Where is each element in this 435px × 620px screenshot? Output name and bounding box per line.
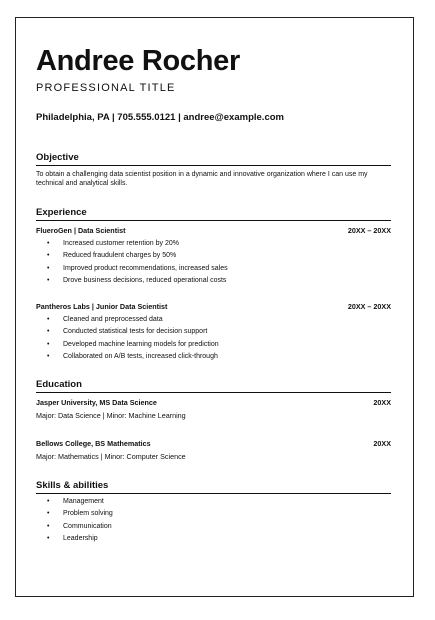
professional-title: PROFESSIONAL TITLE [36, 82, 176, 94]
school-name: Bellows College, BS Mathematics [36, 439, 151, 448]
skills-list [36, 496, 391, 545]
job-header [36, 302, 391, 312]
list-item: • Leadership [36, 533, 391, 545]
bullet-icon: • [47, 240, 50, 247]
objective-heading: Objective [36, 152, 391, 166]
job-header [36, 226, 391, 236]
education-section [36, 379, 391, 393]
list-item: • Increased customer retention by 20% [36, 238, 391, 250]
bullet-icon: • [47, 534, 50, 542]
list-item: • Conducted statistical tests for decision support [36, 326, 391, 338]
bullet-icon: • [47, 522, 50, 530]
school-year: 20XX [373, 398, 391, 407]
school-header [36, 439, 391, 449]
bullet-icon: • [47, 498, 50, 505]
bullet-icon: • [47, 264, 50, 272]
skills-heading: Skills & abilities [36, 480, 391, 494]
education-entry [36, 398, 391, 421]
bullet-icon: • [47, 328, 50, 336]
candidate-name: Andree Rocher [36, 45, 240, 77]
job-entry [36, 226, 391, 287]
experience-heading: Experience [36, 207, 391, 221]
bullet-icon: • [47, 276, 50, 284]
list-item: • Problem solving [36, 508, 391, 520]
list-item: • Improved product recommendations, increased sales [36, 263, 391, 275]
list-item: • Cleaned and preprocessed data [36, 314, 391, 326]
job-title: FlueroGen | Data Scientist [36, 226, 126, 235]
job-dates: 20XX – 20XX [347, 302, 391, 311]
school-header [36, 398, 391, 408]
school-name: Jasper University, MS Data Science [36, 398, 157, 407]
education-entry [36, 439, 391, 462]
experience-section [36, 207, 391, 221]
list-item: • Developed machine learning models for prediction [36, 339, 391, 351]
job-bullets [36, 314, 391, 363]
education-heading: Education [36, 379, 391, 393]
school-detail: Major: Data Science | Minor: Machine Learning [36, 411, 186, 420]
school-detail: Major: Mathematics | Minor: Computer Science [36, 452, 186, 461]
school-year: 20XX [373, 439, 391, 448]
resume-page [15, 17, 414, 597]
list-item: • Communication [36, 521, 391, 533]
job-bullets [36, 238, 391, 287]
bullet-icon: • [47, 340, 50, 348]
job-entry [36, 302, 391, 363]
contact-line: Philadelphia, PA | 705.555.0121 | andree@example.com [36, 112, 284, 123]
bullet-icon: • [47, 316, 50, 323]
objective-text: To obtain a challenging data scientist position in a dynamic and innovative organization where I can use my technical and analytical skills. [36, 171, 368, 187]
job-title: Pantheros Labs | Junior Data Scientist [36, 302, 168, 311]
objective-section [36, 152, 391, 188]
list-item: • Reduced fraudulent charges by 50% [36, 250, 391, 262]
list-item: • Drove business decisions, reduced operational costs [36, 275, 391, 287]
skills-section [36, 480, 391, 545]
bullet-icon: • [47, 510, 50, 518]
bullet-icon: • [47, 252, 50, 260]
list-item: • Management [36, 496, 391, 508]
job-dates: 20XX – 20XX [347, 226, 391, 235]
bullet-icon: • [47, 352, 50, 360]
list-item: • Collaborated on A/B tests, increased click-through [36, 351, 391, 363]
